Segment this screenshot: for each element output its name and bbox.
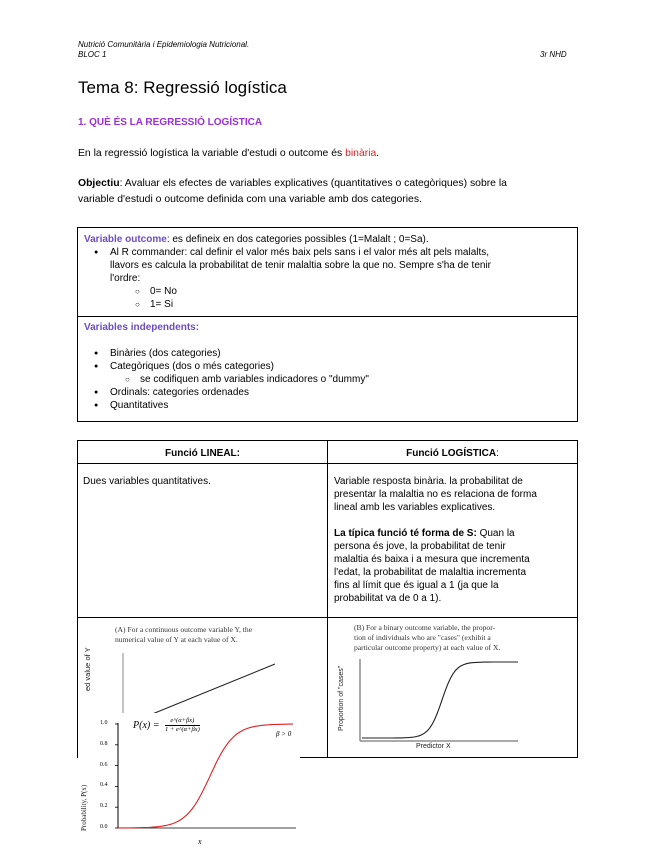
- figC-tick-label: 0.8: [100, 740, 108, 747]
- list-item: ○ 0= No: [84, 285, 574, 298]
- figure-logistic: [334, 621, 574, 755]
- logistic-curve: [362, 662, 518, 738]
- figC-tick-label: 0.2: [100, 803, 108, 810]
- figC-ylabel: [80, 785, 88, 831]
- figC-xlabel: x: [198, 837, 202, 846]
- header-group: 3r NHD: [540, 50, 567, 59]
- bullet-line3: l'ordre:: [110, 273, 141, 284]
- outcome-section: [84, 233, 574, 311]
- header-bloc: BLOC 1: [78, 50, 107, 59]
- list-item: ● Ordinals: categories ordenades: [84, 386, 574, 399]
- intro-paragraph: [78, 146, 379, 162]
- logistica-header-bold: Funció LOGÍSTICA: [406, 448, 497, 459]
- list-item: ● Binàries (dos categories): [84, 347, 574, 360]
- s-shape-label: La típica funció té forma de S:: [334, 528, 477, 539]
- independents-list: [84, 347, 574, 373]
- definitions-box: [77, 227, 578, 422]
- logistica-line: l'edat, la probabilitat de malaltia incrementa: [334, 567, 527, 578]
- table-header-lineal: Funció LINEAL:: [165, 448, 240, 459]
- figA-ylabel-text: ed value of Y: [83, 647, 92, 691]
- section-heading: 1. QUÈ ÉS LA REGRESSIÓ LOGÍSTICA: [78, 117, 263, 128]
- comparison-table: [77, 440, 578, 758]
- figB-ylabel: [338, 666, 345, 731]
- logistica-line: probabilitat va de 0 a 1).: [334, 593, 442, 604]
- outcome-text: : es defineix en dos categories possibles (1=Malalt ; 0=Sa).: [166, 234, 429, 245]
- logistica-line: fins al límit que és igual a 1 (ja que la: [334, 580, 499, 591]
- logistica-description: [334, 475, 574, 605]
- figC-tick-label: 0.6: [100, 761, 108, 768]
- outcome-label: Variable outcome: [84, 234, 167, 245]
- logistica-header-rest: :: [496, 448, 499, 459]
- logistica-line: malaltia és baixa i a mesura que incrementa: [334, 554, 530, 565]
- box-divider: [78, 316, 577, 317]
- formula-numerator: e^(α+βx): [165, 717, 200, 726]
- logistica-line: Variable resposta binària. la probabilitat de: [334, 476, 523, 487]
- probability-curve: [118, 724, 293, 828]
- formula-denominator: 1 + e^(α+βx): [164, 726, 200, 733]
- list-item: ○ 1= Si: [84, 298, 574, 311]
- objectiu-line2: variable d'estudi o outcome definida com una variable amb dos categories.: [78, 194, 422, 205]
- figB-caption-2: tion of individuals who are "cases" (exhibit a: [354, 633, 491, 642]
- list-item: [84, 246, 574, 285]
- figB-caption-3: particular outcome property) at each value of X.: [354, 643, 501, 652]
- independents-sublist: [74, 373, 574, 386]
- intro-highlight: binària: [345, 148, 377, 159]
- outcome-list: [84, 246, 574, 285]
- figA-ylabel: [83, 647, 92, 691]
- table-header-logistica: [328, 447, 577, 460]
- header-course: Nutrició Comunitària i Epidemiologia Nutricional.: [78, 40, 250, 49]
- figC-tick-label: 0.4: [100, 782, 108, 789]
- objectiu-paragraph: [78, 176, 578, 208]
- logistic-plot: [334, 655, 574, 747]
- figC-tick-label: 0.0: [100, 824, 108, 830]
- intro-text: En la regressió logística la variable d'estudi o outcome és: [78, 148, 346, 159]
- bullet-line2: llavors es calcula la probabilitat de tenir malaltia sobre la que no. Sempre s'ha de tenir: [110, 260, 492, 271]
- objectiu-label: Objectiu: [78, 178, 120, 189]
- logistica-line: presentar la malaltia no es relaciona de forma: [334, 489, 537, 500]
- lineal-description: Dues variables quantitatives.: [83, 476, 211, 487]
- figA-caption-1: (A) For a continuous outcome variable Y, the: [115, 625, 253, 634]
- page-title: Tema 8: Regressió logística: [78, 78, 287, 97]
- list-item: ● Quantitatives: [84, 399, 574, 412]
- list-item: ○ se codifiquen amb variables indicadores o "dummy": [74, 373, 574, 386]
- list-item: ● Categòriques (dos o més categories): [84, 360, 574, 373]
- figA-caption-2: numerical value of Y at each value of X.: [115, 635, 238, 644]
- logistica-line: lineal amb les variables explicatives.: [334, 502, 496, 513]
- figB-ylabel-text: Proportion of "cases": [338, 665, 345, 731]
- figC-beta: β > 0: [276, 730, 292, 738]
- linear-line: [140, 664, 275, 719]
- figB-xlabel: Predictor X: [416, 743, 451, 750]
- probability-plot: [78, 713, 300, 848]
- figC-ylabel-text: Probability, P(x): [80, 784, 88, 831]
- table-row-divider: [78, 617, 577, 618]
- independents-list-2: [84, 386, 574, 412]
- objectiu-line1: : Avaluar els efectes de variables explicatives (quantitatives o categòriques) sobre la: [119, 178, 507, 189]
- outcome-sublist: [84, 285, 574, 311]
- logistica-line: persona és jove, la probabilitat de tenir: [334, 541, 506, 552]
- logistica-line: Quan la: [476, 528, 515, 539]
- intro-end: .: [376, 148, 380, 159]
- table-col-divider: [327, 441, 328, 757]
- formula-left: P(x) =: [133, 719, 160, 731]
- figure-probability: [78, 713, 300, 848]
- table-header-divider: [78, 463, 577, 464]
- independents-section: [84, 321, 574, 412]
- bullet-line1: ● Al R commander: cal definir el valor més baix pels sans i el valor més alt pels malalts,: [110, 247, 490, 258]
- figB-caption-1: (B) For a binary outcome variable, the propor-: [354, 623, 496, 632]
- independents-label: Variables independents:: [84, 322, 200, 333]
- figC-tick-label: 1.0: [100, 720, 108, 726]
